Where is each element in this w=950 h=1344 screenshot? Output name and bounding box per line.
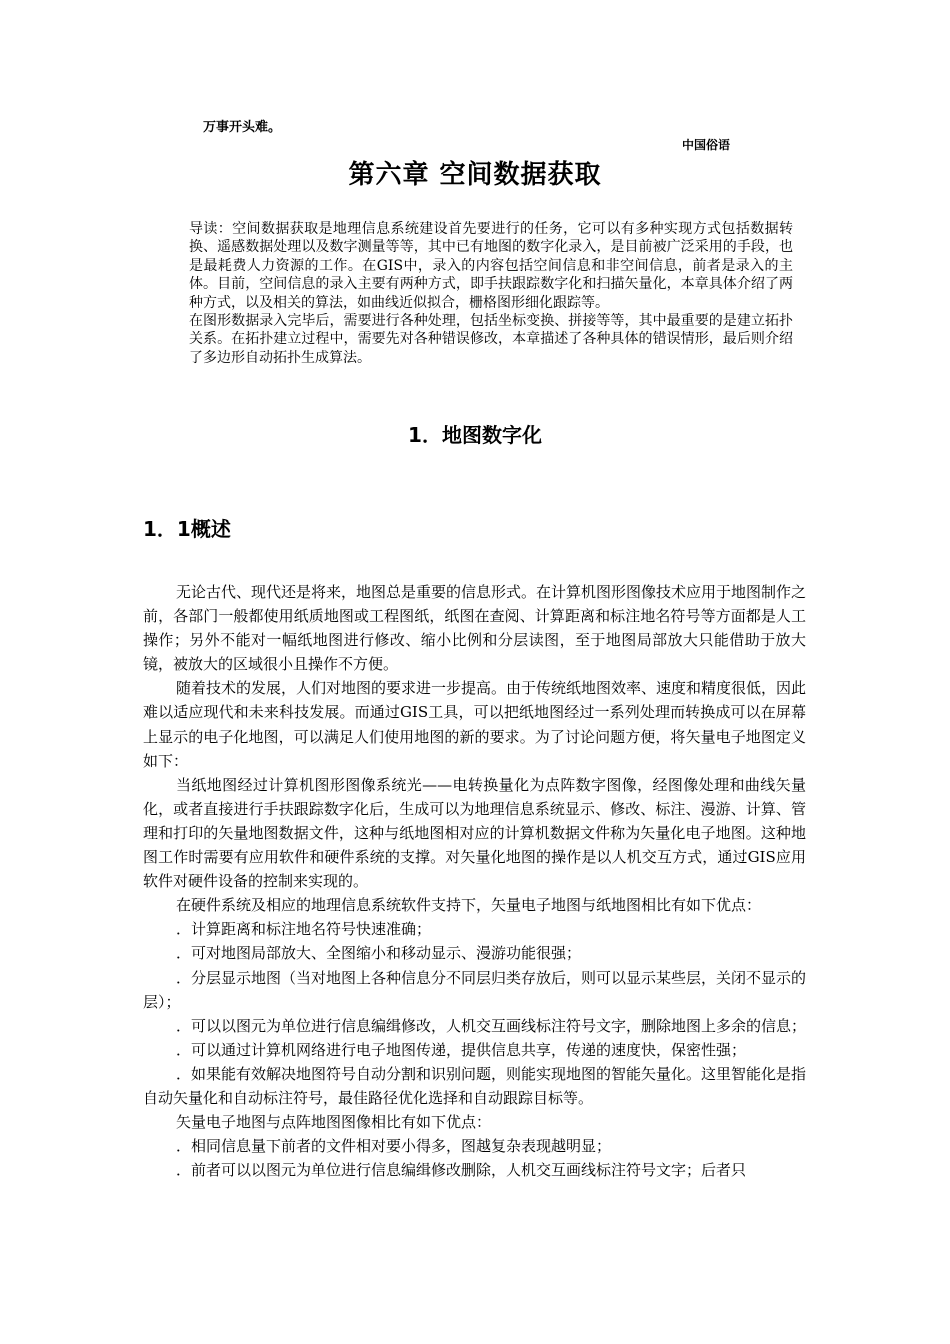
list-item: ．如果能有效解决地图符号自动分割和识别问题，则能实现地图的智能矢量化。这里智能化是指自动矢量化和自动标注符号，最佳路径优化选择和自动跟踪目标等。 [143, 1064, 807, 1107]
list-item: ．前者可以以图元为单位进行信息编缉修改删除，人机交互画线标注符号文字；后者只 [176, 1161, 747, 1180]
list-item: ．相同信息量下前者的文件相对要小得多，图越复杂表现越明显； [176, 1137, 612, 1156]
list-item: ．可对地图局部放大、全图缩小和移动显示、漫游功能很强； [176, 944, 582, 963]
epigraph-source: 中国俗语 [682, 138, 731, 152]
chapter-intro [189, 220, 793, 367]
body-paragraph: 随着技术的发展，人们对地图的要求进一步提高。由于传统纸地图效率、速度和精度很低，因此难以适应现代和未来科技发展。而通过GIS工具，可以把纸地图经过一系列处理而转换成可以在屏幕上显示的电子化地图，可以满足人们使用地图的新的要求。为了讨论问题方便，将矢量电子地图定义如下： [143, 679, 807, 770]
body-paragraph: 在硬件系统及相应的地理信息系统软件支持下，矢量电子地图与纸地图相比有如下优点： [176, 896, 762, 915]
epigraph-quote: 万事开头难。 [203, 120, 282, 135]
subsection-heading: 1．1概述 [143, 517, 231, 541]
body-text [143, 580, 806, 1182]
list-item: ．可以通过计算机网络进行电子地图传递，提供信息共享，传递的速度快，保密性强； [176, 1040, 747, 1059]
list-item: ．计算距离和标注地名符号快速准确； [176, 920, 432, 939]
intro-paragraph: 在图形数据录入完毕后，需要进行各种处理，包括坐标变换、拼接等等，其中最重要的是建立拓扑关系。在拓扑建立过程中，需要先对各种错误修改，本章描述了各种具体的错误情形，最后则介绍了多边形自动拓扑生成算法。 [189, 313, 793, 366]
intro-paragraph: 导读：空间数据获取是地理信息系统建设首先要进行的任务，它可以有多种实现方式包括数据转换、遥感数据处理以及数字测量等等，其中已有地图的数字化录入，是目前被广泛采用的手段，也是最耗费人力资源的工作。在GIS中，录入的内容包括空间信息和非空间信息，前者是录入的主体。目前，空间信息的录入主要有两种方式，即手扶跟踪数字化和扫描矢量化，本章具体介绍了两种方式，以及相关的算法，如曲线近似拟合，栅格图形细化跟踪等。 [189, 221, 793, 311]
list-item: ．分层显示地图（当对地图上各种信息分不同层归类存放后，则可以显示某些层，关闭不显示的层）； [143, 968, 807, 1011]
section-heading: 1．地图数字化 [408, 423, 542, 447]
list-item: ．可以以图元为单位进行信息编缉修改，人机交互画线标注符号文字，删除地图上多余的信息； [176, 1016, 807, 1035]
body-paragraph: 当纸地图经过计算机图形图像系统光——电转换量化为点阵数字图像，经图像处理和曲线矢量化，或者直接进行手扶跟踪数字化后，生成可以为地理信息系统显示、修改、标注、漫游、计算、管理和打印的矢量地图数据文件，这种与纸地图相对应的计算机数据文件称为矢量化电子地图。这种地图工作时需要有应用软件和硬件系统的支撑。对矢量化地图的操作是以人机交互方式，通过GIS应用软件对硬件设备的控制来实现的。 [143, 775, 806, 891]
body-paragraph: 矢量电子地图与点阵地图图像相比有如下优点： [176, 1113, 492, 1132]
body-paragraph: 无论古代、现代还是将来，地图总是重要的信息形式。在计算机图形图像技术应用于地图制作之前，各部门一般都使用纸质地图或工程图纸，纸图在查阅、计算距离和标注地名符号等方面都是人工操作；另外不能对一幅纸地图进行修改、缩小比例和分层读图，至于地图局部放大只能借助于放大镜，被放大的区域很小且操作不方便。 [143, 583, 807, 674]
chapter-title: 第六章 空间数据获取 [348, 160, 602, 190]
